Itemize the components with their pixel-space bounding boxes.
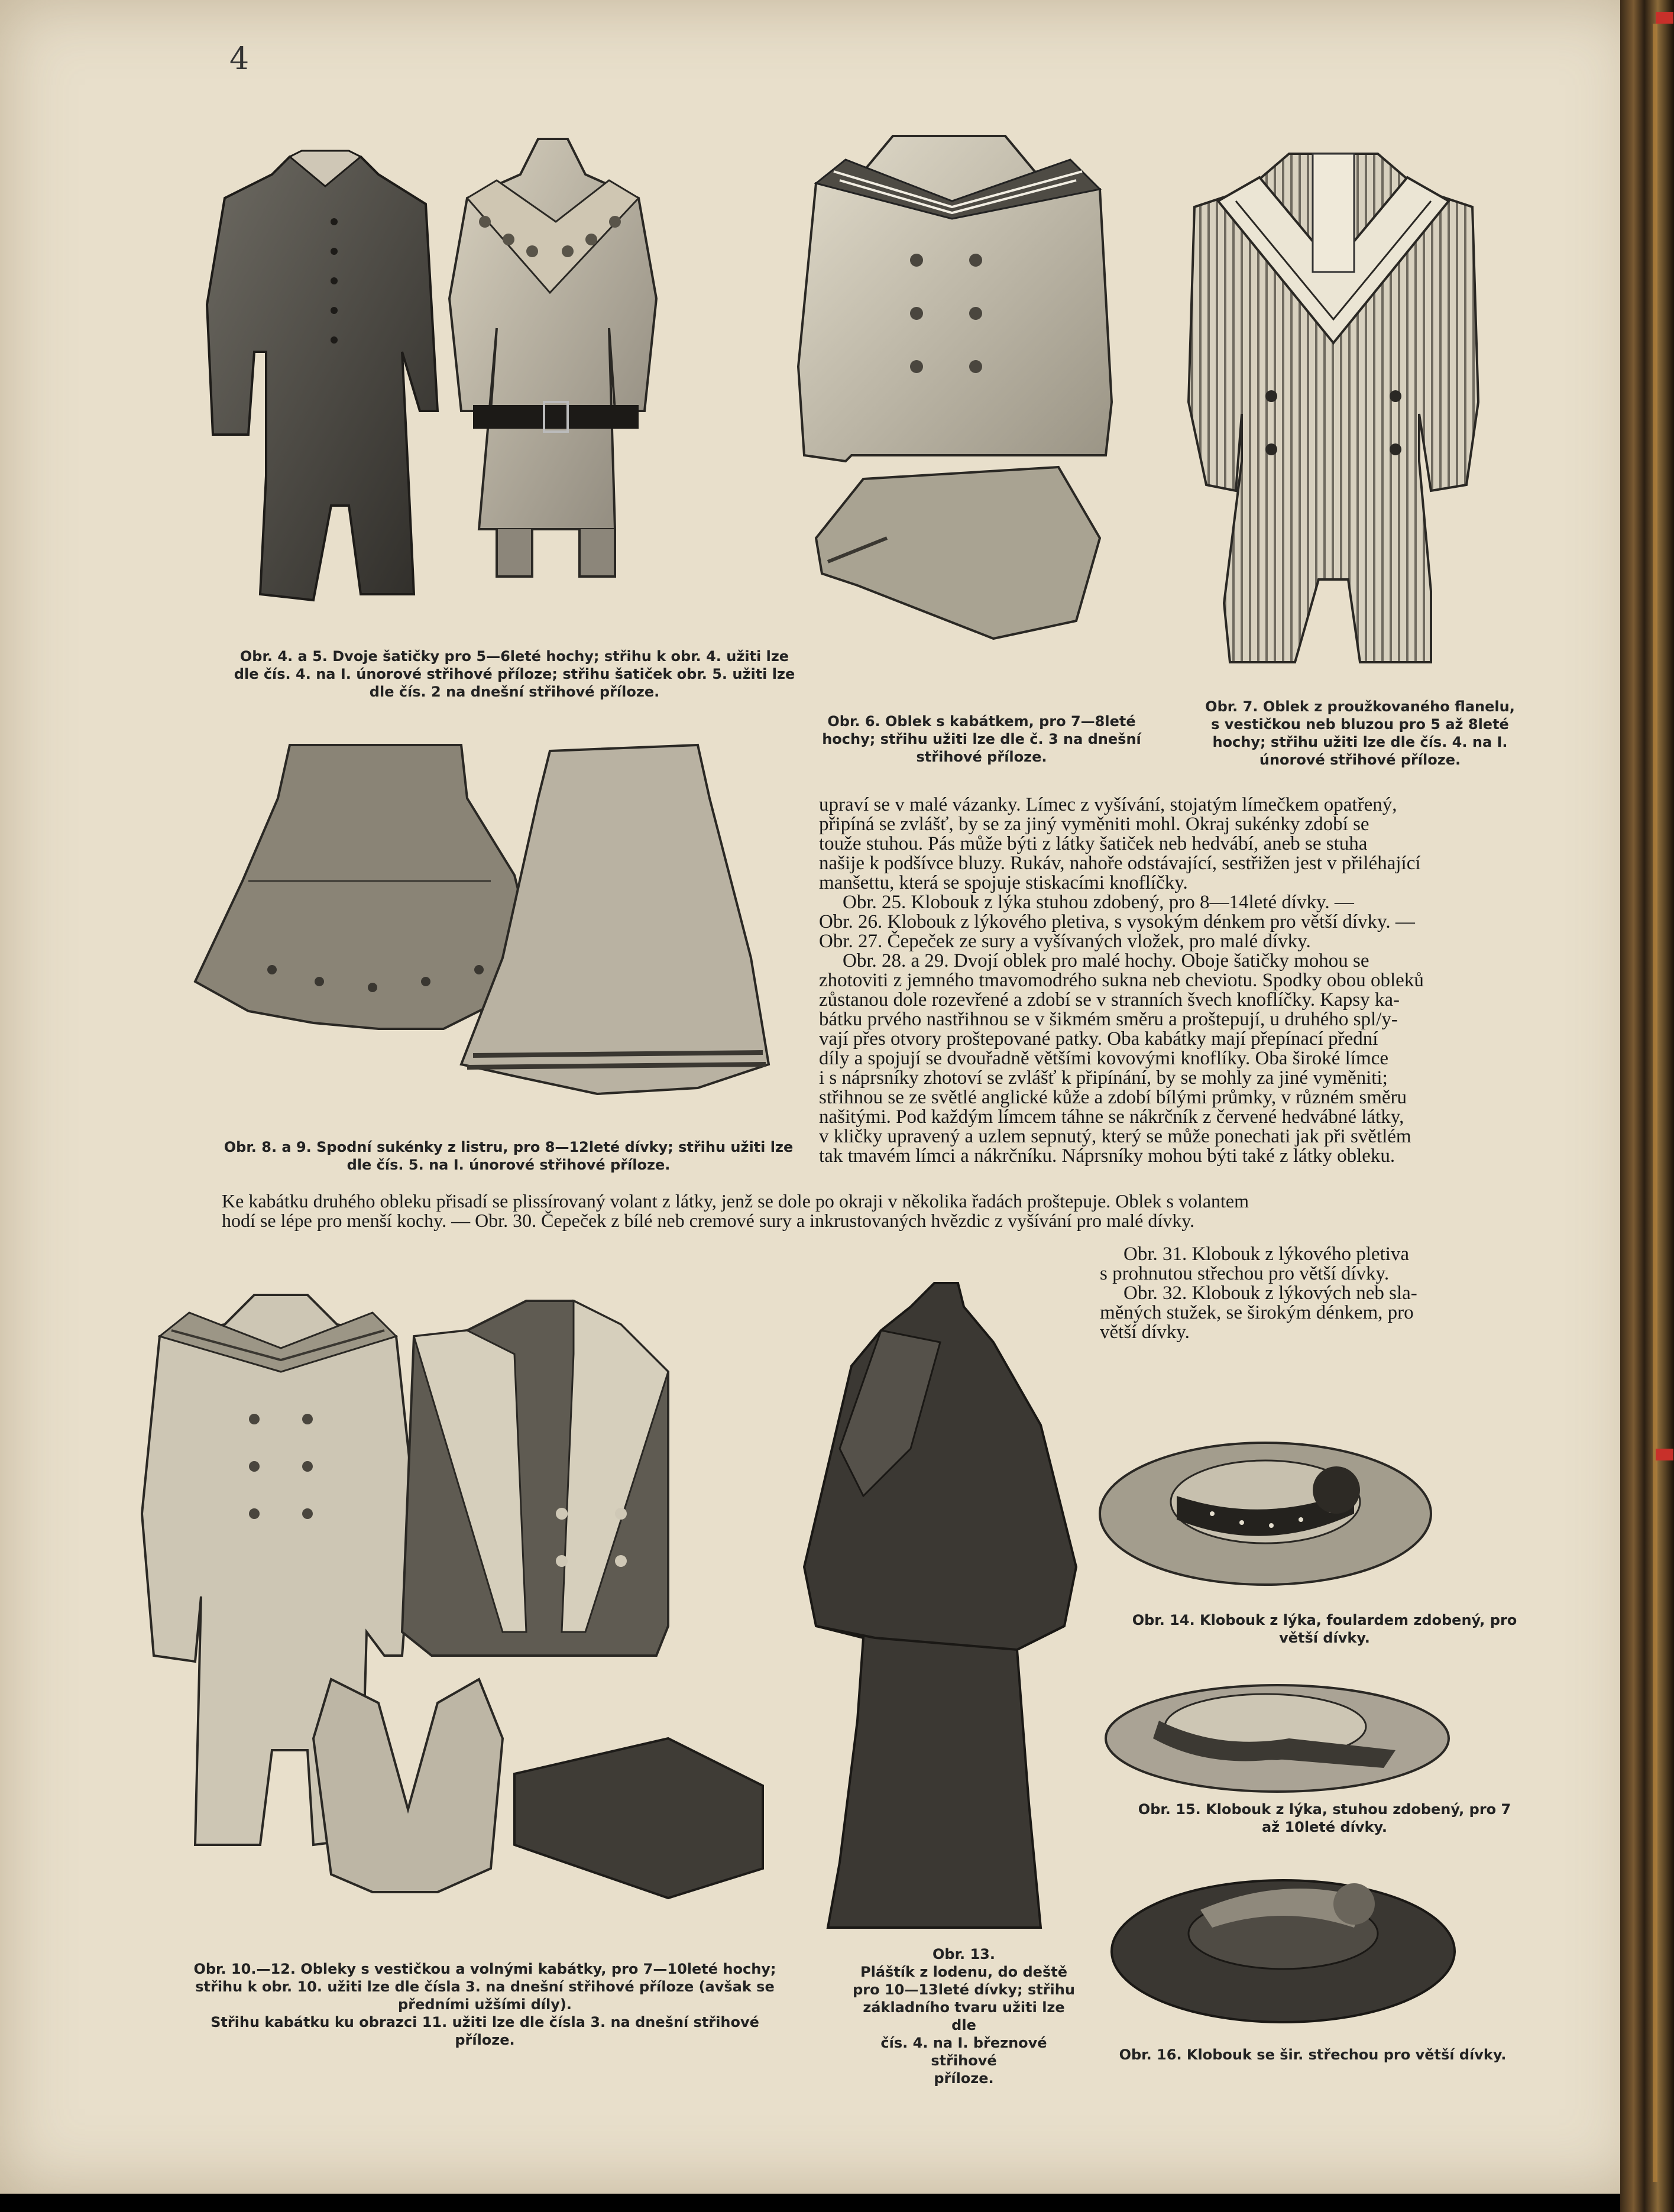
book-binding — [1620, 0, 1674, 2212]
illustration-fig4-5-boys-suits — [201, 103, 798, 636]
article-text-right: upraví se v malé vázanky. Límec z vyšívání, stojatým límečkem opatřený, připíná se zvlášť, by se za jiný vyměniti mohl. Okraj sukénky zdobí se touže stuhou. Pás může býti z látky šatiček neb hedvábí, aneb se stuha našije k podšívce bluzy. Rukáv, nahoře odstávající, sestřižen jest v přiléhající manšettu, která se spojuje stiskacími knoflíčky. Obr. 25. Klobouk z lýka stuhou zdobený, pro 8—14leté dívky. — Obr. 26. Klobouk z lýkového pletiva, s vysokým dénkem pro větší dívky. — Obr. 27. Čepeček ze sury a vyšívaných vložek, pro malé dívky. Obr. 28. a 29. Dvojí oblek pro malé hochy. Oboje šatičky mohou se zhotoviti z jemného tmavomodrého sukna neb cheviotu. Spodky obou obleků zůstanou dole rozevřené a zdobí se v stranních švech knoflíčky. Kapsy ka- bátku prvého nastřihnou se v šikmém směru a proštepují, u druhého spl/y- vají přes otvory proštepované patky. Oba kabátky mají přepínací přední díly a spojují se dvouřadně většími kovovými knoflíky. Oba široké límce i s náprsníky zhotoví se zvlášť k připínání, by se mohly za jiné vyměniti; střihnou se ze světlé anglické kůže a zdobí bílými průmky, v různém směru našitými. Pod každým límcem táhne se nákrčník z červené hedvábné látky, v kličky upravený a uzlem sepnutý, který se může ponechati jak při světlém tak tmavém límci a nákrčníku. Náprsníky mohou býti také z látky obleku. — [819, 794, 1424, 1167]
caption-fig14: Obr. 14. Klobouk z lýka, foulardem zdobený, pro větší dívky. — [1132, 1612, 1517, 1646]
illustration-fig14-foulard-hat — [1094, 1401, 1437, 1596]
illustration-fig8-9-petticoats — [183, 733, 786, 1135]
caption-fig13: Obr. 13. Pláštík z lodenu, do deště pro 10—13leté dívky; střihu základního tvaru užiti lze dle čís. 4. na I. březnové střihové příloze. — [853, 1946, 1075, 2087]
caption-fig6: Obr. 6. Oblek s kabátkem, pro 7—8leté hochy; střihu užiti lze dle č. 3 na dnešní střihové příloze. — [822, 713, 1141, 765]
caption-fig15: Obr. 15. Klobouk z lýka, stuhou zdobený, pro 7 až 10leté dívky. — [1138, 1801, 1511, 1835]
illustration-fig16-wide-brim-hat — [1106, 1863, 1461, 2028]
caption-fig7: Obr. 7. Oblek z proužkovaného flanelu, s vestičkou neb bluzou pro 5 až 8leté hochy; střihu užiti lze dle čís. 4. na I. únorové střihové příloze. — [1205, 698, 1515, 768]
caption-fig8-9: Obr. 8. a 9. Spodní sukénky z listru, pro 8—12leté dívky; střihu užiti lze dle čís. 5. na I. únorové střihové příloze. — [224, 1139, 794, 1173]
page-number: 4 — [229, 41, 250, 77]
illustration-fig13-rain-cape — [792, 1271, 1088, 1939]
illustration-fig6-boys-coat — [792, 124, 1123, 656]
article-text-full: Ke kabátku druhého obleku přisadí se plissírovaný volant z látky, jenž se dole po okraji v několika řadách proštepuje. Oblek s volantem hodí se lépe pro menší kochy. — Obr. 30. Čepeček z bílé neb cremové sury a inkrustovaných hvězdic z vyšívání pro malé dívky. — [222, 1190, 1249, 1231]
illustration-fig7-striped-suit — [1183, 118, 1490, 698]
caption-fig10-12: Obr. 10.—12. Obleky s vestičkou a volnými kabátky, pro 7—10leté hochy; střihu k obr. 10. užiti lze dle čísla 3. na dnešní střihové příloze (avšak se předními užšími díly). Střihu kabátku ku obrazci 11. užiti lze dle čísla 3. na dnešní střihové příloze. — [193, 1961, 776, 2048]
illustration-fig15-ribbon-hat — [1100, 1662, 1455, 1798]
caption-fig4-5: Obr. 4. a 5. Dvoje šatičky pro 5—6leté hochy; střihu k obr. 4. užiti lze dle čís. 4. na I. únorové střihové příloze; střihu šatiček obr. 5. užiti lze dle čís. 2 na dnešní střihové příloze. — [234, 648, 795, 700]
illustration-fig10-12-suits-vest — [136, 1277, 804, 1957]
article-text-hats: Obr. 31. Klobouk z lýkového pletiva s prohnutou střechou pro větší dívky. Obr. 32. Klobouk z lýkových neb sla- měných stužek, se širokým dénkem, pro větší dívky. — [1100, 1243, 1417, 1343]
caption-fig16: Obr. 16. Klobouk se šir. střechou pro větší dívky. — [1119, 2046, 1507, 2063]
